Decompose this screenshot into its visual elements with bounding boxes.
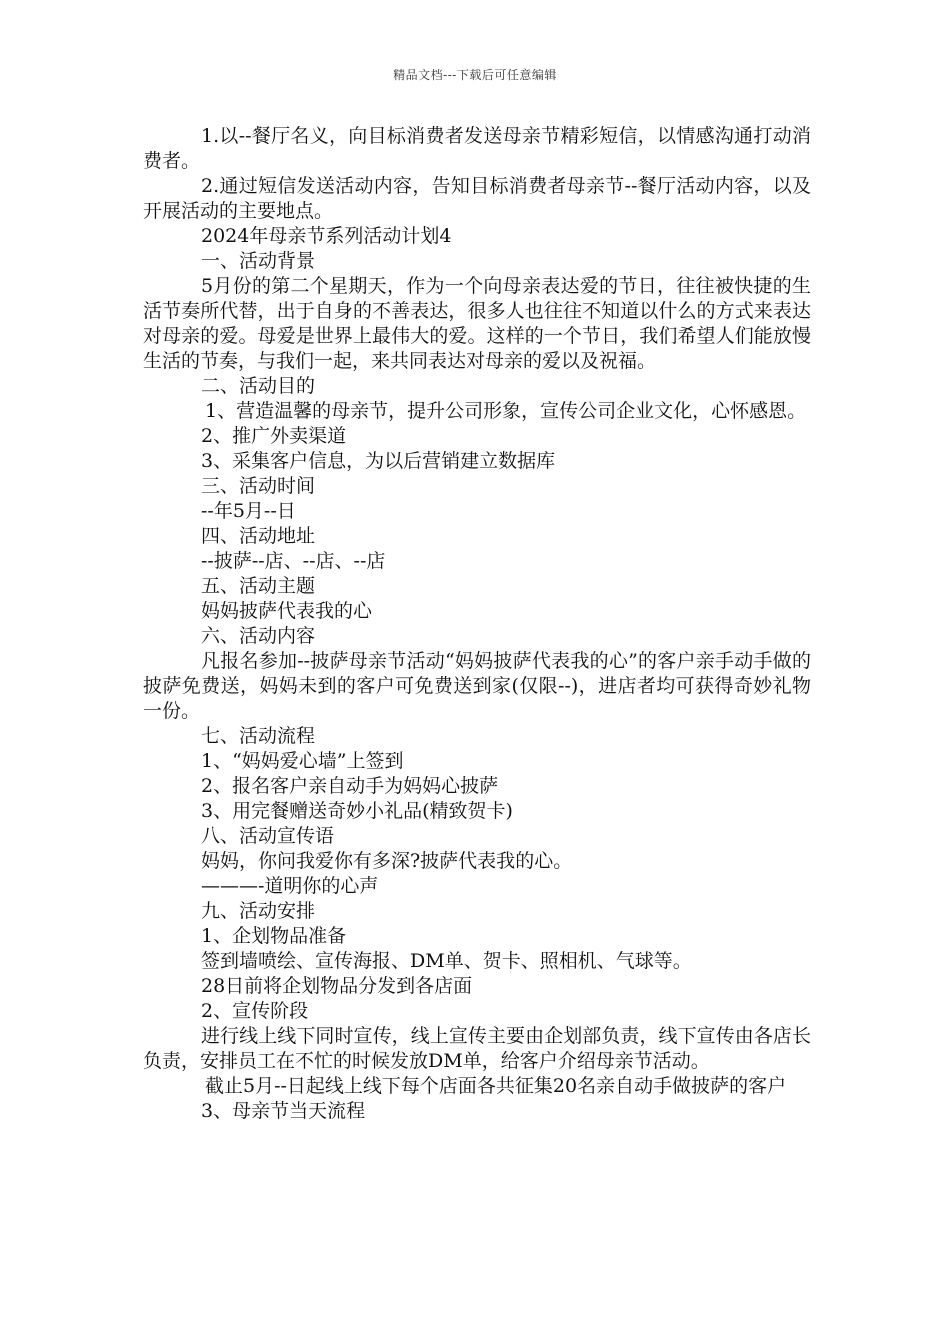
paragraph: 2、推广外卖渠道 <box>201 425 347 447</box>
paragraph: 28日前将企划物品分发到各店面 <box>201 975 473 997</box>
heading: 五、活动主题 <box>201 575 316 597</box>
paragraph: 3、用完餐赠送奇妙小礼品(精致贺卡) <box>201 800 513 822</box>
paragraph: 妈妈，你问我爱你有多深?披萨代表我的心。 <box>201 850 573 872</box>
paragraph: 1、“妈妈爱心墙”上签到 <box>201 750 404 772</box>
paragraph: 签到墙喷绘、宣传海报、DM单、贺卡、照相机、气球等。 <box>201 950 692 972</box>
paragraph: 3、采集客户信息，为以后营销建立数据库 <box>201 450 556 472</box>
paragraph: --年5月--日 <box>201 500 296 522</box>
heading: 一、活动背景 <box>201 250 316 272</box>
page-header: 精品文档---下载后可任意编辑 <box>393 68 557 82</box>
paragraph: 2、宣传阶段 <box>201 1000 309 1022</box>
section-title: 2024年母亲节系列活动计划4 <box>201 225 452 247</box>
paragraph: 3、母亲节当天流程 <box>201 1100 366 1122</box>
paragraph: 2.通过短信发送活动内容，告知目标消费者母亲节--餐厅活动内容，以及开展活动的主要地点。 <box>143 175 811 222</box>
heading: 七、活动流程 <box>201 725 316 747</box>
paragraph: 1、企划物品准备 <box>201 925 347 947</box>
paragraph: 妈妈披萨代表我的心 <box>201 600 373 622</box>
paragraph: 1.以--餐厅名义，向目标消费者发送母亲节精彩短信，以情感沟通打动消费者。 <box>143 125 811 172</box>
paragraph: 截止5月--日起线上线下每个店面各共征集20名亲自动手做披萨的客户 <box>205 1075 787 1097</box>
heading: 三、活动时间 <box>201 475 316 497</box>
paragraph: 5月份的第二个星期天，作为一个向母亲表达爱的节日，往往被快捷的生活节奏所代替，出于自身的不善表达，很多人也往往不知道以什么的方式来表达对母亲的爱。母爱是世界上最伟大的爱。这样的一个节日，我们希望人们能放慢生活的节奏，与我们一起，来共同表达对母亲的爱以及祝福。 <box>143 275 811 372</box>
document-body <box>143 124 811 1124</box>
heading: 八、活动宣传语 <box>201 825 335 847</box>
paragraph: --披萨--店、--店、--店 <box>201 550 386 572</box>
heading: 二、活动目的 <box>201 375 316 397</box>
paragraph: 2、报名客户亲自动手为妈妈心披萨 <box>201 775 499 797</box>
paragraph: 1、营造温馨的母亲节，提升公司形象，宣传公司企业文化，心怀感恩。 <box>205 400 807 422</box>
paragraph: 凡报名参加--披萨母亲节活动“妈妈披萨代表我的心”的客户亲手动手做的披萨免费送，妈妈未到的客户可免费送到家(仅限--)，进店者均可获得奇妙礼物一份。 <box>143 650 811 722</box>
heading: 六、活动内容 <box>201 625 316 647</box>
paragraph: ———-道明你的心声 <box>201 875 379 897</box>
heading: 九、活动安排 <box>201 900 316 922</box>
paragraph: 进行线上线下同时宣传，线上宣传主要由企划部负责，线下宣传由各店长负责，安排员工在不忙的时候发放DM单，给客户介绍母亲节活动。 <box>143 1025 811 1072</box>
heading: 四、活动地址 <box>201 525 316 547</box>
